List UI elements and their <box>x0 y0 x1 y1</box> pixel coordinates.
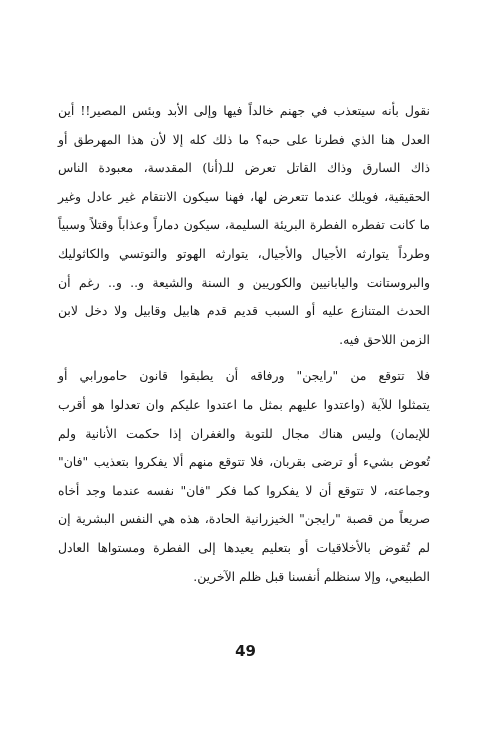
text-line: الطبيعي، وإلا سنظلم أنفسنا قبل ظلم الآخرين. <box>193 568 430 584</box>
text-line: الحدث المتنازع عليه أو السبب قديم قدم هابيل وقابيل ولا دخل لابن <box>58 303 430 319</box>
text-line: الحقيقية، فويلك عندما تتعرض لها، فهنا سيكون الانتقام غير عادل وغير <box>58 188 430 204</box>
paragraph-2 <box>58 362 430 591</box>
text-line: نقول بأنه سيتعذب في جهنم خالداً فيها وإلى الأبد وبئس المصير!! أين <box>58 103 430 118</box>
text-line: للإيمان) وليس هناك مجال للتوبة والغفران إذا حكمت الأنانية ولم <box>58 425 430 441</box>
text-line: فلا تتوقع من "رايجن" ورفاقه أن يطبقوا قانون حامورابي أو <box>58 368 430 384</box>
text-line: وطرداً يتوارثه الأجيال والأجيال، يتوارثه الهوتو والتوتسي والكاثوليك <box>58 245 430 261</box>
text-line: ذاك السارق وذاك القاتل تعرض للـ(أنا) المقدسة، معبودة الناس <box>58 160 430 176</box>
paragraph-1 <box>58 97 430 354</box>
text-line: صريعاً من قصبة "رايجن" الخيزرانية الحادة، هذه هي النفس البشرية إن <box>58 511 430 527</box>
text-line: والبروستانت واليابانيين والكوريين و السنة والشيعة و.. و.. رغم أن <box>58 274 430 290</box>
text-line: ما كانت تفطره الفطرة البريئة السليمة، سيكون دماراً وعذاباً وقتلاً وسبياً <box>58 217 430 233</box>
page-number: 49 <box>235 642 256 660</box>
text-line: يتمثلوا للآية (واعتدوا عليهم بمثل ما اعتدوا عليكم وان تعدلوا هو أقرب <box>58 396 430 412</box>
text-line: الزمن اللاحق فيه. <box>339 331 430 347</box>
text-line: وجماعته، لا تتوقع أن لا يفكروا كما فكر "فان" نفسه عندما وجد أخاه <box>58 482 430 498</box>
text-line: لم تُقوض بالأخلاقيات أو بتعليم يعيدها إلى الفطرة ومستواها العادل <box>58 539 430 555</box>
text-line: العدل هنا الذي فطرنا على حبه؟ ما ذلك كله إلا لأن هذا المهرطق أو <box>58 131 430 147</box>
body-text <box>58 97 430 591</box>
paragraph-gap <box>58 354 430 362</box>
text-line: تُعوض بشيء أو ترضى بقربان، فلا تتوقع منهم ألا يفكروا بتعذيب "فان" <box>58 454 430 470</box>
